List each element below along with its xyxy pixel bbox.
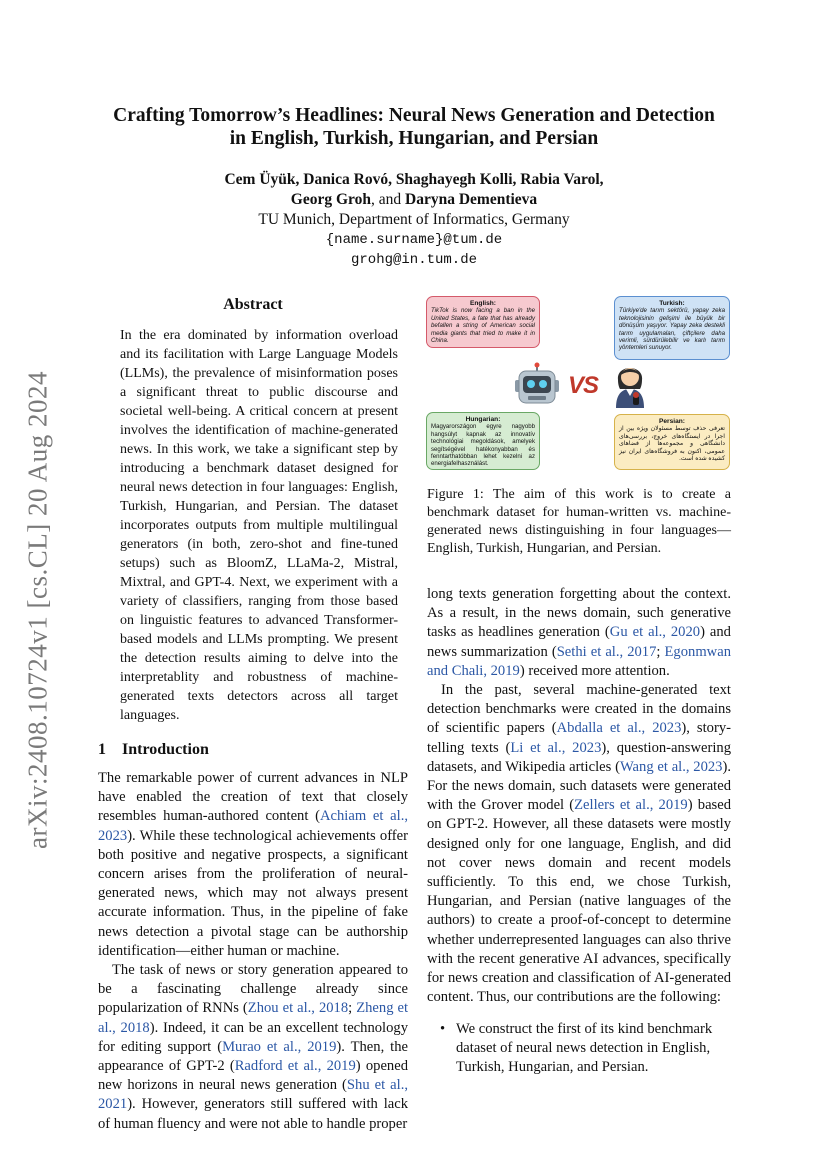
citation-link[interactable]: Gu et al., 2020 bbox=[609, 624, 701, 641]
intro-paragraph-1 bbox=[98, 769, 408, 961]
citation-link[interactable]: Wang et al., 2023 bbox=[619, 758, 723, 775]
contribution-text: We construct the first of its kind benchmark dataset of neural news detection in English, Turkish, Hungarian, and Persian. bbox=[456, 1021, 713, 1076]
bullet-icon: • bbox=[440, 1021, 446, 1037]
citation-link[interactable]: Li et al., 2023 bbox=[510, 739, 602, 756]
text-run: ) and news summarization ( bbox=[427, 624, 731, 660]
right-column bbox=[427, 585, 731, 1007]
text-run: ; bbox=[656, 643, 665, 660]
section-heading-introduction bbox=[98, 741, 408, 759]
text-run: The task of news or story generation appeared to be a fascinating challenge already since popularization of RNNs ( bbox=[98, 962, 408, 1017]
text-run: ). However, generators still suffered with lack of human fluency and were not able to handle proper bbox=[98, 1096, 408, 1132]
human-journalist-icon bbox=[610, 358, 650, 408]
left-column bbox=[98, 296, 408, 1134]
bubble-text: TikTok is now facing a ban in the United States, a fate that has already befallen a string of American social media giants that tried to make it in China. bbox=[431, 307, 535, 345]
citation-link[interactable]: Murao et al., 2019 bbox=[222, 1038, 337, 1055]
text-run: ), story-telling texts ( bbox=[427, 720, 731, 756]
text-run: ). Indeed, it can be an excellent technology for editing support ( bbox=[98, 1019, 408, 1055]
text-run: ) opened new horizons in neural news generation ( bbox=[98, 1058, 408, 1094]
arxiv-sidebar bbox=[20, 360, 56, 860]
citation-link[interactable]: Egonmwan and Chali, 2019 bbox=[427, 643, 731, 679]
bubble-title: Hungarian: bbox=[465, 416, 501, 423]
text-run: ), question-answering datasets, and Wikipedia articles ( bbox=[427, 739, 732, 775]
bubble-text: Magyarországon egyre nagyobb hangsúlyt kapnak az innovatív technológiai megoldások, amelyek segítségével hatékonyabban és fenntarthatóbban lehet kezelni az energiafelhasználást. bbox=[431, 423, 535, 468]
citation-link[interactable]: Achiam et al., 2023 bbox=[98, 808, 408, 844]
author-and: , and bbox=[371, 191, 406, 208]
author-line-2 bbox=[70, 190, 758, 210]
paper-title bbox=[70, 104, 758, 150]
right-paragraph-2 bbox=[427, 681, 731, 1007]
abstract-heading: Abstract bbox=[223, 296, 283, 313]
text-run: ) received more attention. bbox=[519, 662, 670, 679]
text-run: In the past, several machine-generated text detection benchmarks were created in the domains of scientific papers ( bbox=[427, 682, 731, 737]
bubble-title: English: bbox=[469, 300, 496, 307]
affiliation: TU Munich, Department of Informatics, Germany bbox=[258, 211, 570, 228]
citation-link[interactable]: Zheng et al., 2018 bbox=[98, 1000, 409, 1036]
figure-1 bbox=[424, 292, 734, 472]
citation-link[interactable]: Zhou et al., 2018 bbox=[247, 1000, 349, 1017]
hungarian-news-bubble bbox=[426, 412, 540, 470]
text-run: ) based on GPT-2. However, all these datasets were mostly designed only for one language, English, and did not cover news domain and recent models sufficiently. To this end, we chose Turkish, Hungarian, and Persian (native languages of the authors) to create a proof-of-concept to determine whether underrepresented languages can also thrive with the recent generative AI advances, specifically for news creation and classification of AI-generated content. Thus, our contributions are the following: bbox=[427, 797, 731, 1006]
author-dementieva: Daryna Dementieva bbox=[405, 191, 538, 208]
intro-paragraph-2 bbox=[98, 961, 408, 1134]
contributions-list bbox=[440, 1020, 732, 1078]
bubble-title: Turkish: bbox=[659, 300, 685, 307]
arxiv-identifier: arXiv:2408.10724v1 [cs.CL] 20 Aug 2024 bbox=[22, 371, 53, 849]
email-1: {name.surname}@tum.de bbox=[325, 232, 503, 248]
figure-caption: Figure 1: The aim of this work is to create a benchmark dataset for human-written vs. machine-generated news distinguishing in four languages—English, Turkish, Hungarian, and Persian. bbox=[427, 487, 731, 556]
turkish-news-bubble bbox=[614, 296, 730, 360]
section-title: Introduction bbox=[122, 741, 209, 758]
abstract-text: In the era dominated by information overload and its facilitation with Large Language Models (LLMs), the prevalence of misinformation poses a significant threat to public discourse and societal well-being. A critical concern at present involves the identification of machine-generated news. In this work, we take a significant step by introducing a benchmark dataset designed for neural news detection in four languages: English, Turkish, Hungarian, and Persian. The dataset incorporates outputs from multiple multilingual generators (in both, zero-shot and fine-tuned setups) such as BloomZ, LLaMa-2, Mistral, Mixtral, and GPT-4. Next, we experiment with a variety of classifiers, ranging from those based on linguistic features to advanced Transformer-based models and LLMs prompting. We present the detection results aiming to delve into the interpretablity and robustness of machine-generated texts detectors across all target languages. bbox=[120, 328, 398, 723]
bubble-text: تعرفی حذف توسط مسئولان ویژه بین از اجرا در ایستگاه‌های خروج، بررسی‌های دانشگاهی و مجموعه‌ها از فضاهای عمومی، اکنون به فروشگاه‌های ایران نیز کشیده شده است. bbox=[619, 425, 725, 463]
bubble-text: Türkiye'de tarım sektörü, yapay zeka teknolojisinin gelişimi ile büyük bir dönüşüm yaşıyor. Yapay zeka destekli tarım uygulamaları, çiftçilere daha verimli, sürdürülebilir ve karlı tarım yöntemleri sunuyor. bbox=[619, 307, 725, 352]
versus-label: VS bbox=[568, 372, 599, 399]
english-news-bubble bbox=[426, 296, 540, 348]
citation-link[interactable]: Abdalla et al., 2023 bbox=[556, 720, 682, 737]
text-run: ). Then, the appearance of GPT-2 ( bbox=[98, 1038, 409, 1075]
citation-link[interactable]: Shu et al., 2021 bbox=[98, 1077, 409, 1113]
title-line-2: in English, Turkish, Hungarian, and Persian bbox=[229, 128, 599, 149]
citation-link[interactable]: Radford et al., 2019 bbox=[234, 1058, 356, 1075]
text-run: long texts generation forgetting about the context. As a result, in the news domain, such generative tasks as headlines generation ( bbox=[427, 586, 731, 641]
bubble-title: Persian: bbox=[658, 418, 686, 425]
robot-icon bbox=[512, 362, 562, 408]
text-run: ; bbox=[348, 1000, 357, 1017]
email-2: grohg@in.tum.de bbox=[350, 252, 478, 268]
author-block bbox=[70, 170, 758, 270]
author-groh: Georg Groh bbox=[290, 191, 372, 208]
text-run: ). For the news domain, such datasets were generated with the Grover model ( bbox=[427, 758, 731, 814]
list-item bbox=[440, 1020, 732, 1078]
citation-link[interactable]: Zellers et al., 2019 bbox=[574, 797, 688, 814]
citation-link[interactable]: Sethi et al., 2017 bbox=[556, 643, 657, 660]
persian-news-bubble bbox=[614, 414, 730, 470]
title-line-1: Crafting Tomorrow’s Headlines: Neural News Generation and Detection bbox=[113, 105, 715, 126]
author-line-1: Cem Üyük, Danica Rovó, Shaghayegh Kolli, Rabia Varol, bbox=[224, 171, 604, 188]
right-paragraph-1 bbox=[427, 585, 731, 681]
section-number: 1 bbox=[98, 741, 106, 758]
text-run: ). While these technological achievements offer both positive and negative prospects, a significant concern arises from the proliferation of neural-generated news, which may not always present accurate information. Thus, in the pipeline of fake news detection a pivotal stage can be authorship identification—either human or machine. bbox=[98, 827, 408, 959]
text-run: The remarkable power of current advances in NLP have enabled the creation of text that closely resembles human-authored content ( bbox=[98, 770, 408, 825]
